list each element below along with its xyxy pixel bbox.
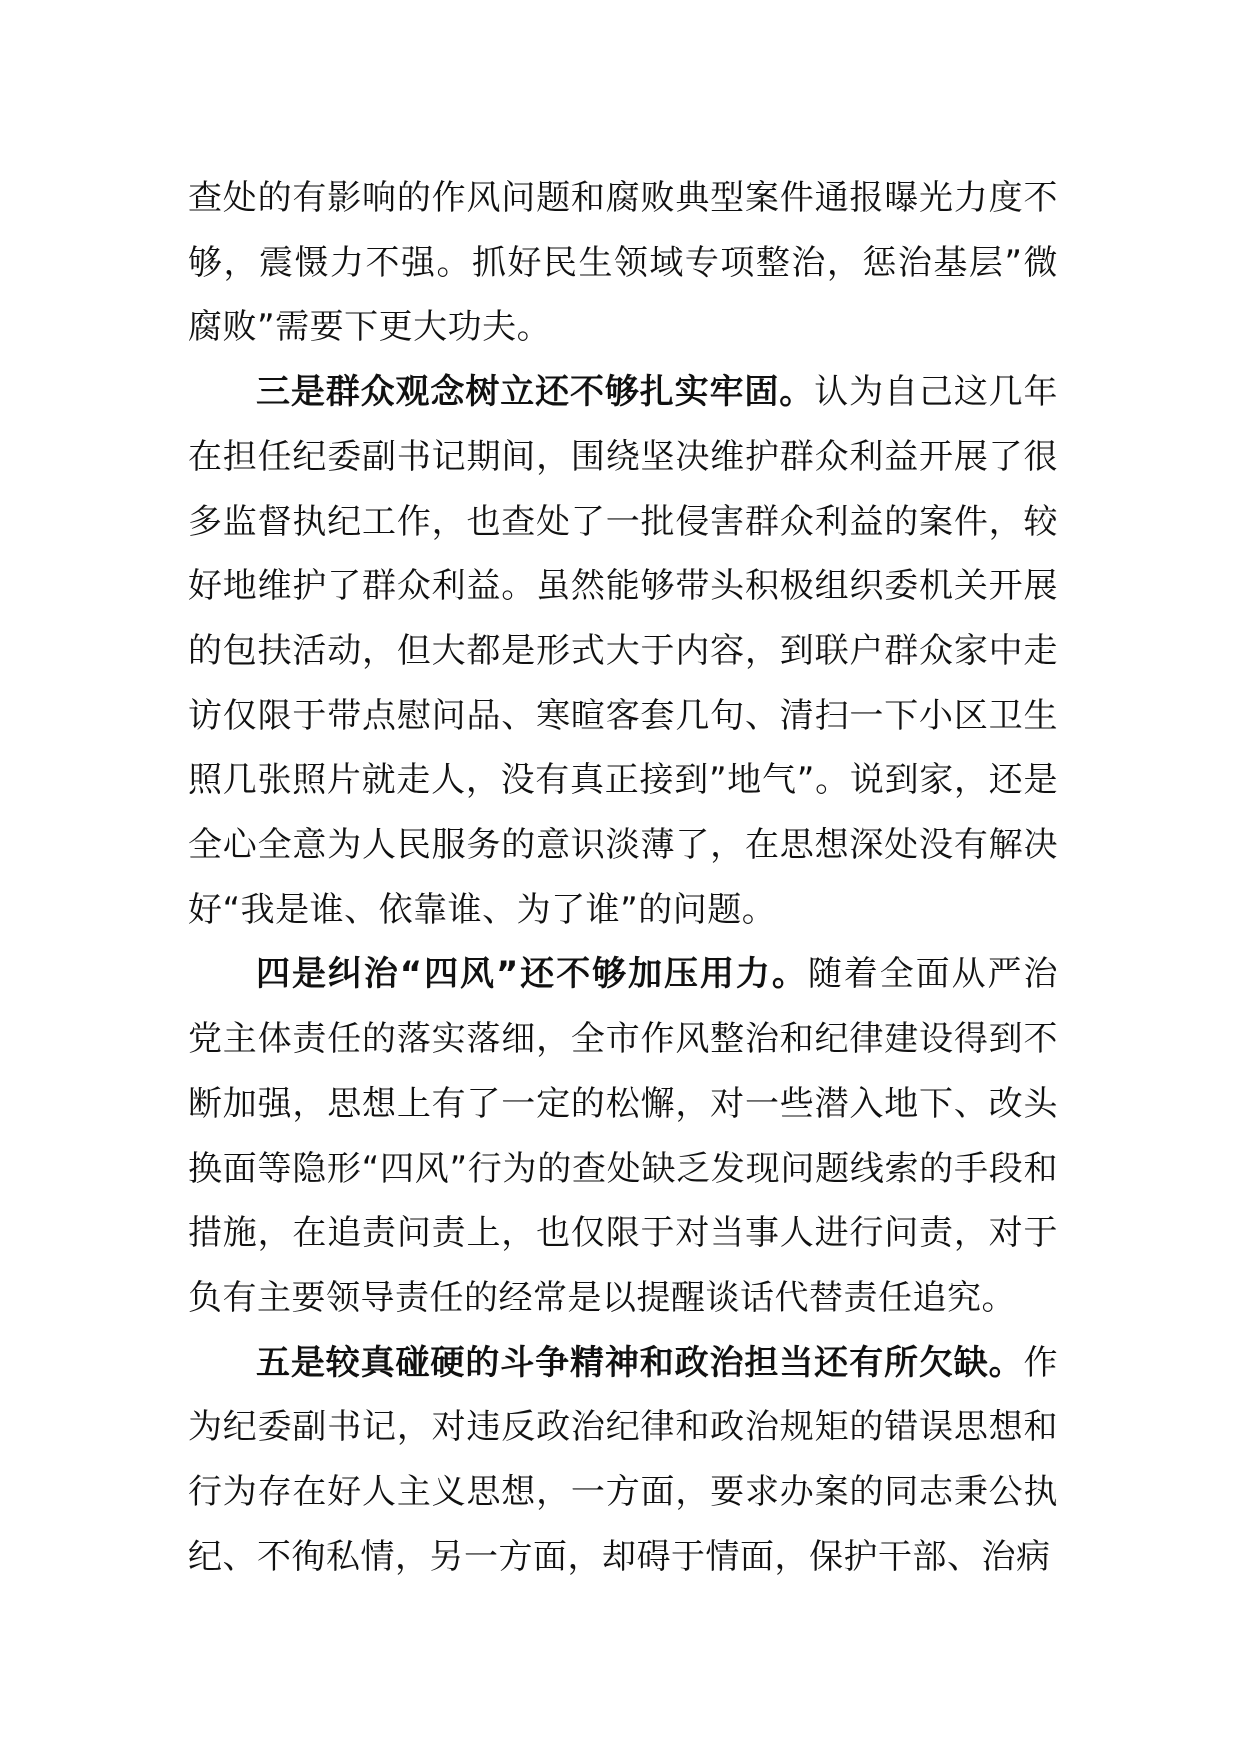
document-page: [188, 166, 1058, 1589]
paragraph-point-four: [188, 942, 1058, 1330]
paragraph-heading: 四是纠治“四风”还不够加压用力。: [256, 954, 808, 995]
paragraph-point-five: [188, 1331, 1058, 1590]
paragraph-text: 查处的有影响的作风问题和腐败典型案件通报曝光力度不够，震慑力不强。抓好民生领域专项整治，惩治基层”微腐败”需要下更大功夫。: [188, 178, 1058, 348]
paragraph-text: 随着全面从严治党主体责任的落实落细，全市作风整治和纪律建设得到不断加强，思想上有了一定的松懈，对一些潜入地下、改头换面等隐形“四风”行为的查处缺乏发现问题线索的手段和措施，在追责问责上，也仅限于对当事人进行问责，对于负有主要领导责任的经常是以提醒谈话代替责任追究。: [188, 954, 1058, 1318]
paragraph-text: 认为自己这几年在担任纪委副书记期间，围绕坚决维护群众利益开展了很多监督执纪工作，也查处了一批侵害群众利益的案件，较好地维护了群众利益。虽然能够带头积极组织委机关开展的包扶活动，但大都是形式大于内容，到联户群众家中走访仅限于带点慰问品、寒暄客套几句、清扫一下小区卫生照几张照片就走人，没有真正接到”地气”。说到家，还是全心全意为人民服务的意识淡薄了，在思想深处没有解决好“我是谁、依靠谁、为了谁”的问题。: [188, 372, 1059, 930]
paragraph-heading: 三是群众观念树立还不够扎实牢固。: [256, 372, 815, 413]
paragraph-point-three: [188, 360, 1058, 942]
paragraph-text: 作为纪委副书记，对违反政治纪律和政治规矩的错误思想和行为存在好人主义思想，一方面，要求办案的同志秉公执纪、不徇私情，另一方面，却碍于情面，保护干部、治病: [188, 1342, 1058, 1577]
paragraph-heading: 五是较真碰硬的斗争精神和政治担当还有所欠缺。: [256, 1342, 1024, 1383]
paragraph-continuation: [188, 166, 1058, 360]
